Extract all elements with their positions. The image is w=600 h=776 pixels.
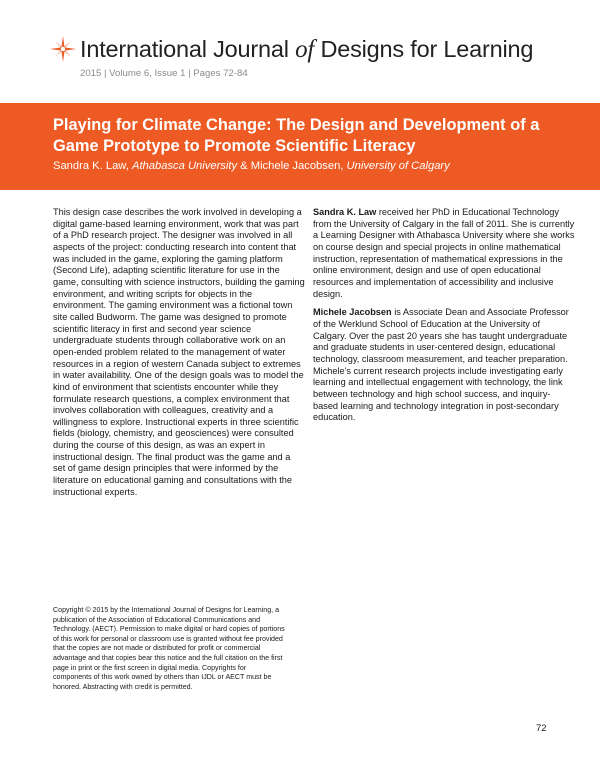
title-banner xyxy=(0,103,600,190)
affiliation-1: Athabasca University xyxy=(131,160,238,172)
bio-michele-jacobsen xyxy=(313,307,575,424)
page-number: 72 xyxy=(536,723,547,734)
article-title: Playing for Climate Change: The Design and Development of a Game Prototype to Promote Scientific Literacy xyxy=(53,116,540,155)
journal-title xyxy=(80,36,533,64)
author-2: & Michele Jacobsen, xyxy=(237,160,347,172)
bio-name: Michele Jacobsen xyxy=(313,307,392,318)
author-line xyxy=(53,160,450,172)
journal-title-part1: International Journal xyxy=(80,36,296,62)
issue-line: 2015 | Volume 6, Issue 1 | Pages 72-84 xyxy=(80,68,248,79)
abstract: This design case describes the work involved in developing a digital game-based learning environment, work that was part of a PhD research project. The designer was involved in all aspects of the project: conducting research into content that was included in the game, exploring the gaming platform (Second Life), adapting scientific literature for use in the game, consulting with science instructors, building the gaming environment, and writing scripts for objects in the environment. The gaming environment was a fictional town site called Budworm. The game was designed to promote scientific literacy in first and second year science undergraduate students through collaborative work on an open-ended problem related to the management of water resources in a region of western Canada subject to extremes in water availability. One of the design goals was to model the kind of environment that scientists encounter while they formulate research questions, a complex environment that involves collaboration with colleagues, creativity and a willingness to explore. Instructional experts in three scientific fields (biology, chemistry, and geosciences) were consulted during the course of this design, as was an expert in instructional design. The final product was the game and a set of game design principles that were informed by the literature on educational gaming and consultations with the instructional experts. xyxy=(53,207,305,497)
bio-text: is Associate Dean and Associate Professor of the Werklund School of Education at the University of Calgary. Over the past 20 years she has taught undergraduate and graduate students in user-centered design, educational technology, classroom measurement, and teacher preparation. Michele's current research projects include investigating early learning and intellectual engagement with technology, the link between technology and high school success, and inquiry-based learning and technology integration in post-secondary education. xyxy=(313,307,569,423)
orange-star-burst-icon xyxy=(50,36,76,62)
bio-sandra-law xyxy=(313,207,575,300)
journal-title-part2: Designs for Learning xyxy=(314,36,534,62)
bio-text: received her PhD in Educational Technology from the University of Calgary in the fall of 2011. She is currently a Learning Designer with Athabasca University where she works on course design and special projects in online mathematical instruction, representation of mathematical expressions in the online environment, design and use of open educational resources and implementation of accessibility and inclusive design. xyxy=(313,207,575,299)
journal-header xyxy=(46,34,586,84)
author-1: Sandra K. Law, xyxy=(53,160,132,172)
bio-name: Sandra K. Law xyxy=(313,207,377,217)
copyright-notice: Copyright © 2015 by the International Journal of Designs for Learning, a publication of the Association of Educational Communications and Technology. (AECT). Permission to make digital or hard copies of portions of this work for personal or classroom use is granted without fee provided that the copies are not made or distributed for profit or commercial advantage and that copies bear this notice and the full citation on the first page in print or the first screen in digital media. Copyrights for components of this work owned by others than IJDL or AECT must be honored. Abstracting with credit is permitted. xyxy=(53,606,285,691)
affiliation-2: University of Calgary xyxy=(346,160,450,172)
author-bios xyxy=(313,207,575,431)
journal-title-of: of xyxy=(295,36,315,63)
